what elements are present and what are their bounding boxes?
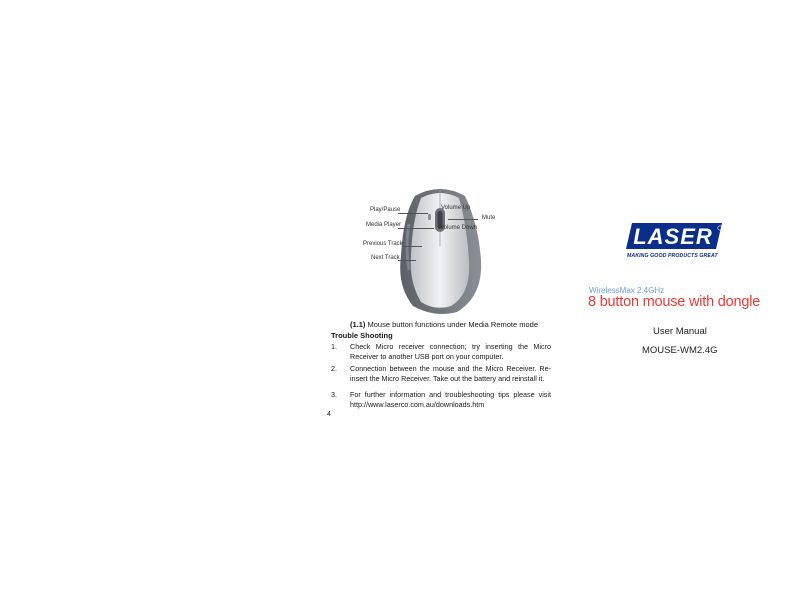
model-number: MOUSE-WM2.4G (642, 345, 718, 356)
caption-text: Mouse button functions under Media Remote mode (365, 320, 539, 329)
trouble-item-3 (331, 390, 551, 410)
item-number: 3. (331, 390, 337, 399)
trouble-item-1 (331, 342, 551, 362)
callout-media-player: Media Player (366, 222, 402, 228)
caption-number: (1.1) (350, 320, 366, 329)
callout-next-track: Next Track (371, 255, 400, 261)
item-number: 1. (331, 342, 337, 351)
page-number: 4 (327, 411, 331, 418)
product-name: 8 button mouse with dongle (588, 294, 761, 310)
mouse-illustration (395, 186, 485, 316)
callout-volume-up: Volume Up (441, 205, 471, 211)
item-text: Check Micro receiver connection; try inserting the Micro Receiver to another USB port on your computer. (350, 342, 551, 361)
tagline: MAKING GOOD PRODUCTS GREAT (627, 253, 718, 259)
callout-line-media-player (398, 228, 434, 229)
callout-line-mute (448, 219, 478, 220)
logo-text: LASER (633, 224, 713, 249)
callout-line-play-pause (398, 213, 428, 214)
manual-label: User Manual (653, 326, 707, 337)
callout-mute: Mute (482, 215, 496, 221)
item-text: For further information and troubleshooting tips please visit http://www.laserco.com.au/downloads.htm (350, 390, 551, 409)
item-text: Connection between the mouse and the Micro Receiver. Re-insert the Micro Receiver. Take out the battery and reinstall it. (350, 364, 551, 383)
callout-play-pause: Play/Pause (370, 207, 401, 213)
callout-volume-down: Volume Down (440, 225, 478, 231)
product-subtitle: WirelessMax 2.4GHz (589, 286, 665, 295)
item-number: 2. (331, 364, 337, 373)
figure-caption (350, 320, 538, 329)
callout-line-previous-track (402, 246, 422, 247)
callout-previous-track: Previous Track (363, 241, 403, 247)
callout-line-next-track (398, 260, 416, 261)
trouble-shooting-heading: Trouble Shooting (331, 331, 393, 340)
